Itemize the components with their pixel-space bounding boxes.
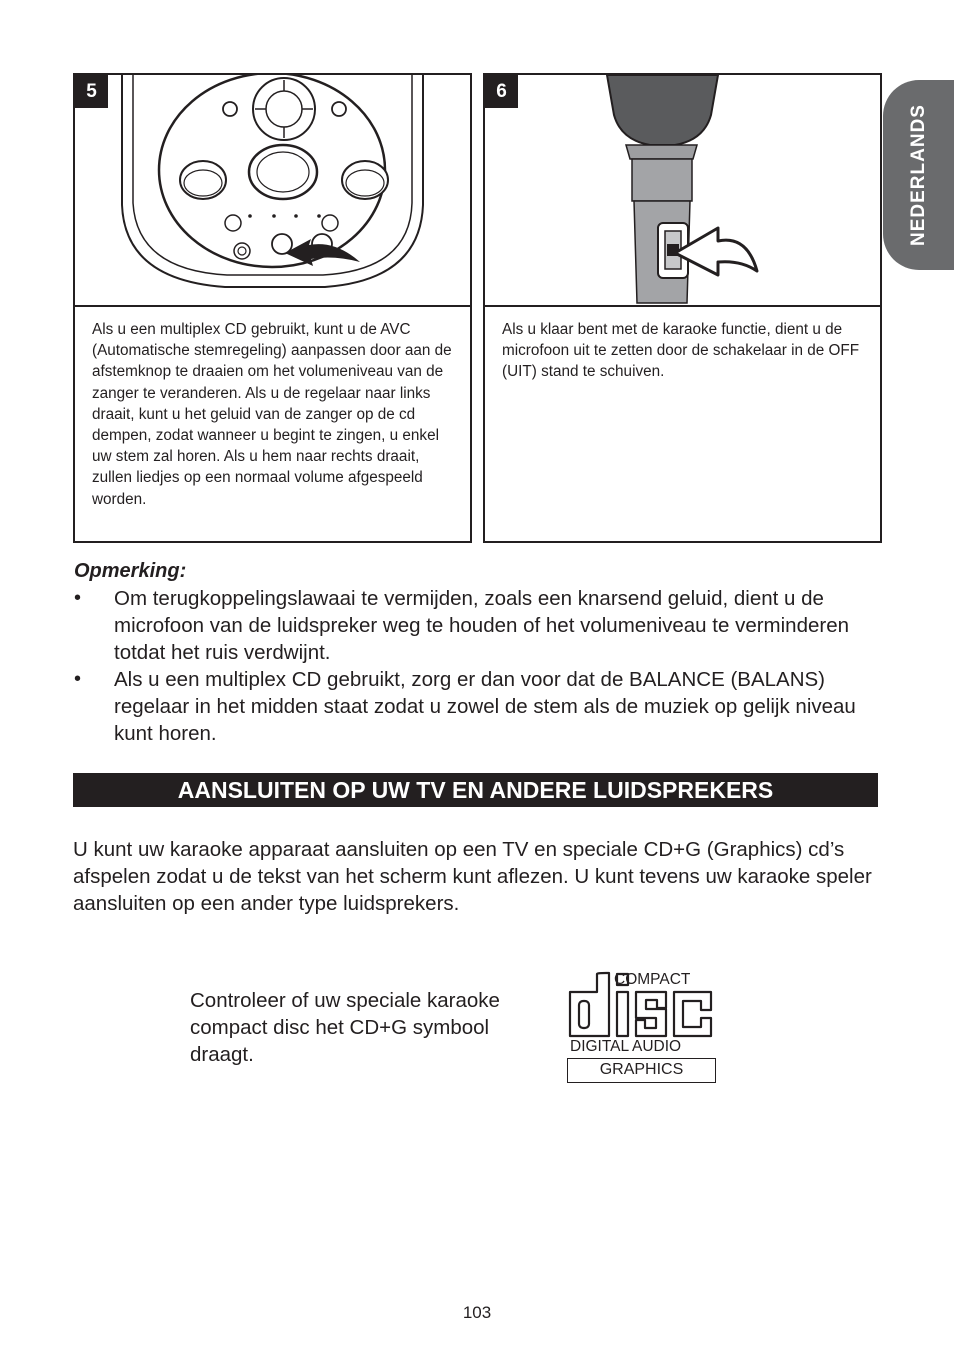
step-5-text: Als u een multiplex CD gebruikt, kunt u de AVC (Automatische stemregeling) aanpassen door aan de afstemknop te draaien om het volumeniveau van de zanger te veranderen. Als u de regelaar naar links draait, kunt u het geluid van de zanger op de cd dempen, zodat wanneer u begint te zingen, u enkel uw stem zal horen. Als u hem naar rechts draait, zullen liedjes op een normaal volume afgespeeld worden. (92, 321, 452, 508)
cdg-note: Controleer of uw speciale karaoke compact disc het CD+G symbool draagt. (190, 989, 500, 1066)
language-tab (883, 80, 954, 270)
bullet-2-marker: • (74, 668, 82, 690)
logo-compact-text: COMPACT (614, 971, 691, 988)
note-title: Opmerking: (74, 560, 187, 582)
step-panel-6 (483, 73, 882, 543)
microphone-switch-drawing (485, 75, 879, 305)
bullet-1-marker: • (74, 587, 82, 609)
logo-digital-audio-text: DIGITAL AUDIO (570, 1038, 682, 1055)
disc-wordmark (566, 970, 720, 1042)
section-heading: AANSLUITEN OP UW TV EN ANDERE LUIDSPREKERS (73, 773, 878, 807)
step-number: 5 (75, 75, 108, 108)
language-label: NEDERLANDS (907, 104, 929, 246)
step-number: 6 (485, 75, 518, 108)
step-6-text: Als u klaar bent met de karaoke functie, dient u de microfoon uit te zetten door de schakelaar in de OFF (UIT) stand te schuiven. (502, 321, 860, 381)
note-bullet-2: Als u een multiplex CD gebruikt, zorg er dan voor dat de BALANCE (BALANS) regelaar in het midden staat zodat u zowel de stem als de muziek op gelijk niveau kunt horen. (114, 668, 856, 745)
page-number: 103 (462, 1303, 492, 1322)
step-panel-5 (73, 73, 472, 543)
section-intro: U kunt uw karaoke apparaat aansluiten op een TV en speciale CD+G (Graphics) cd’s afspelen zodat u de tekst van het scherm kunt aflezen. U kunt tevens uw karaoke speler aansluiten op een ander type luidsprekers. (73, 838, 872, 915)
note-bullet-1: Om terugkoppelingslawaai te vermijden, zoals een knarsend geluid, dient u de microfoon van de luidspreker weg te houden of het volumeniveau te verminderen totdat het ruis verdwijnt. (114, 587, 850, 664)
avc-knob-drawing (75, 75, 469, 305)
disc-wordmark-text: disc (566, 970, 568, 971)
compact-disc-graphics-logo (566, 970, 720, 1088)
microphone-illustration (485, 75, 880, 307)
logo-graphics-box: GRAPHICS (567, 1058, 716, 1083)
karaoke-player-illustration (75, 75, 470, 307)
